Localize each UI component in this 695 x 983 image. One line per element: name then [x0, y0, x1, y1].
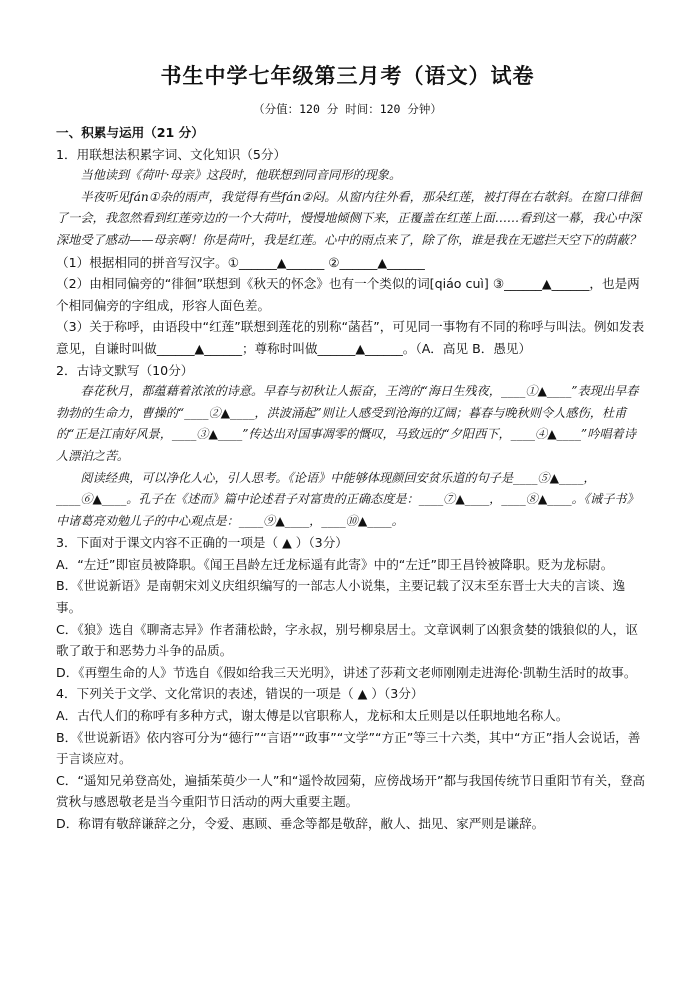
question-1-sub2: （2）由相同偏旁的“徘徊”联想到《秋天的怀念》也有一个类似的词[qiáo cuì] ③______▲______，也是两个相同偏旁的字组成，形容人面色差。	[56, 276, 640, 313]
question-1-intro: 当他读到《荷叶·母亲》这段时，他联想到同音同形的现象。	[80, 168, 402, 183]
exam-content	[56, 122, 647, 835]
question-4-option-b: B．《世说新语》依内容可分为“德行”“言语”“政事”“文学”“方正”等三十六类，其中“方正”指人会说话，善于言谈应对。	[56, 729, 641, 767]
question-3-stem: 3．下面对于课文内容不正确的一项是（ ▲ ）（3分）	[56, 535, 348, 551]
question-3-option-d: D．《再塑生命的人》节选自《假如给我三天光明》，讲述了莎莉文老师刚刚走进海伦·凯勒生活时的故事。	[56, 664, 637, 680]
question-1-passage: 半夜听见fán①杂的雨声，我觉得有些fán②闷。从窗内往外看，那朵红莲，被打得在右欹斜。在窗口徘徊了一会，我忽然看到红莲旁边的一个大荷叶，慢慢地倾侧下来，正覆盖在红莲上面……看到这一幕，我心中深深地受了感动——母亲啊！你是荷叶，我是红莲。心中的雨点来了，除了你，谁是我在无遮拦天空下的荫蔽？	[56, 189, 642, 247]
question-2-para2: 阅读经典，可以净化人心，引人思考。《论语》中能够体现颜回安贫乐道的句子是____⑤▲____，____⑥▲____。孔子在《述而》篇中论述君子对富贵的正确态度是：____⑦▲____，____⑧▲____。《诫子书》中诸葛亮劝勉儿子的中心观点是：____⑨▲____，____⑩▲____。	[56, 470, 639, 528]
question-1-sub1: （1）根据相同的拼音写汉字。①______▲______ ②______▲______	[56, 254, 425, 270]
section-heading: 一、积累与运用（21 分）	[56, 125, 204, 140]
question-2-stem: 2．古诗文默写（10分）	[56, 362, 194, 378]
question-3-option-b: B．《世说新语》是南朝宋刘义庆组织编写的一部志人小说集，主要记载了汉末至东晋士大夫的言谈、逸事。	[56, 578, 626, 616]
question-4-option-d: D．称谓有敬辞谦辞之分，令爱、惠顾、垂念等都是敬辞，敝人、拙见、家严则是谦辞。	[56, 816, 545, 831]
question-1-sub3: （3）关于称呼，由语段中“红莲”联想到莲花的别称“菡萏”，可见同一事物有不同的称呼与叫法。例如发表意见，自谦时叫做______▲______；尊称时叫做______▲______。（A．高见 B．愚见）	[56, 319, 645, 356]
question-2-para1: 春花秋月，都蕴藉着浓浓的诗意。早春与初秋让人振奋，王湾的“海日生残夜，____①▲____”表现出早春勃勃的生命力，曹操的“____②▲____，洪波涌起”则让人感受到沧海的辽阔；暮春与晚秋则令人感伤，杜甫的“正是江南好风景，____③▲____”传达出对国事凋零的慨叹，马致远的“夕阳西下，____④▲____”吟唱着诗人漂泊之苦。	[56, 384, 639, 463]
question-4-option-a: A．古代人们的称呼有多种方式，谢太傅是以官职称人，龙标和太丘则是以任职地地名称人。	[56, 708, 569, 724]
question-3-option-c: C．《狼》选自《聊斋志异》作者蒲松龄，字永叔，别号柳泉居士。文章讽刺了凶狠贪婪的饿狼似的人，讴歌了敢于和恶势力斗争的品质。	[56, 621, 638, 659]
exam-meta: （分值：120 分 时间：120 分钟）	[253, 102, 442, 116]
question-4-option-c: C．“遥知兄弟登高处，遍插茱萸少一人”和“遥怜故园菊，应傍战场开”都与我国传统节日重阳节有关，登高赏秋与感恩敬老是当今重阳节日活动的两大重要主题。	[56, 772, 646, 810]
question-3-option-a: A．“左迁”即宦员被降职。《闻王昌龄左迁龙标遥有此寄》中的“左迁”即王昌铃被降职。贬为龙标尉。	[56, 556, 614, 572]
question-4-stem: 4．下列关于文学、文化常识的表述，错误的一项是（ ▲ ）（3分）	[56, 686, 424, 702]
exam-title: 书生中学七年级第三月考（语文）试卷	[160, 63, 535, 88]
question-1-stem: 1．用联想法积累字词、文化知识（5分）	[56, 146, 287, 162]
